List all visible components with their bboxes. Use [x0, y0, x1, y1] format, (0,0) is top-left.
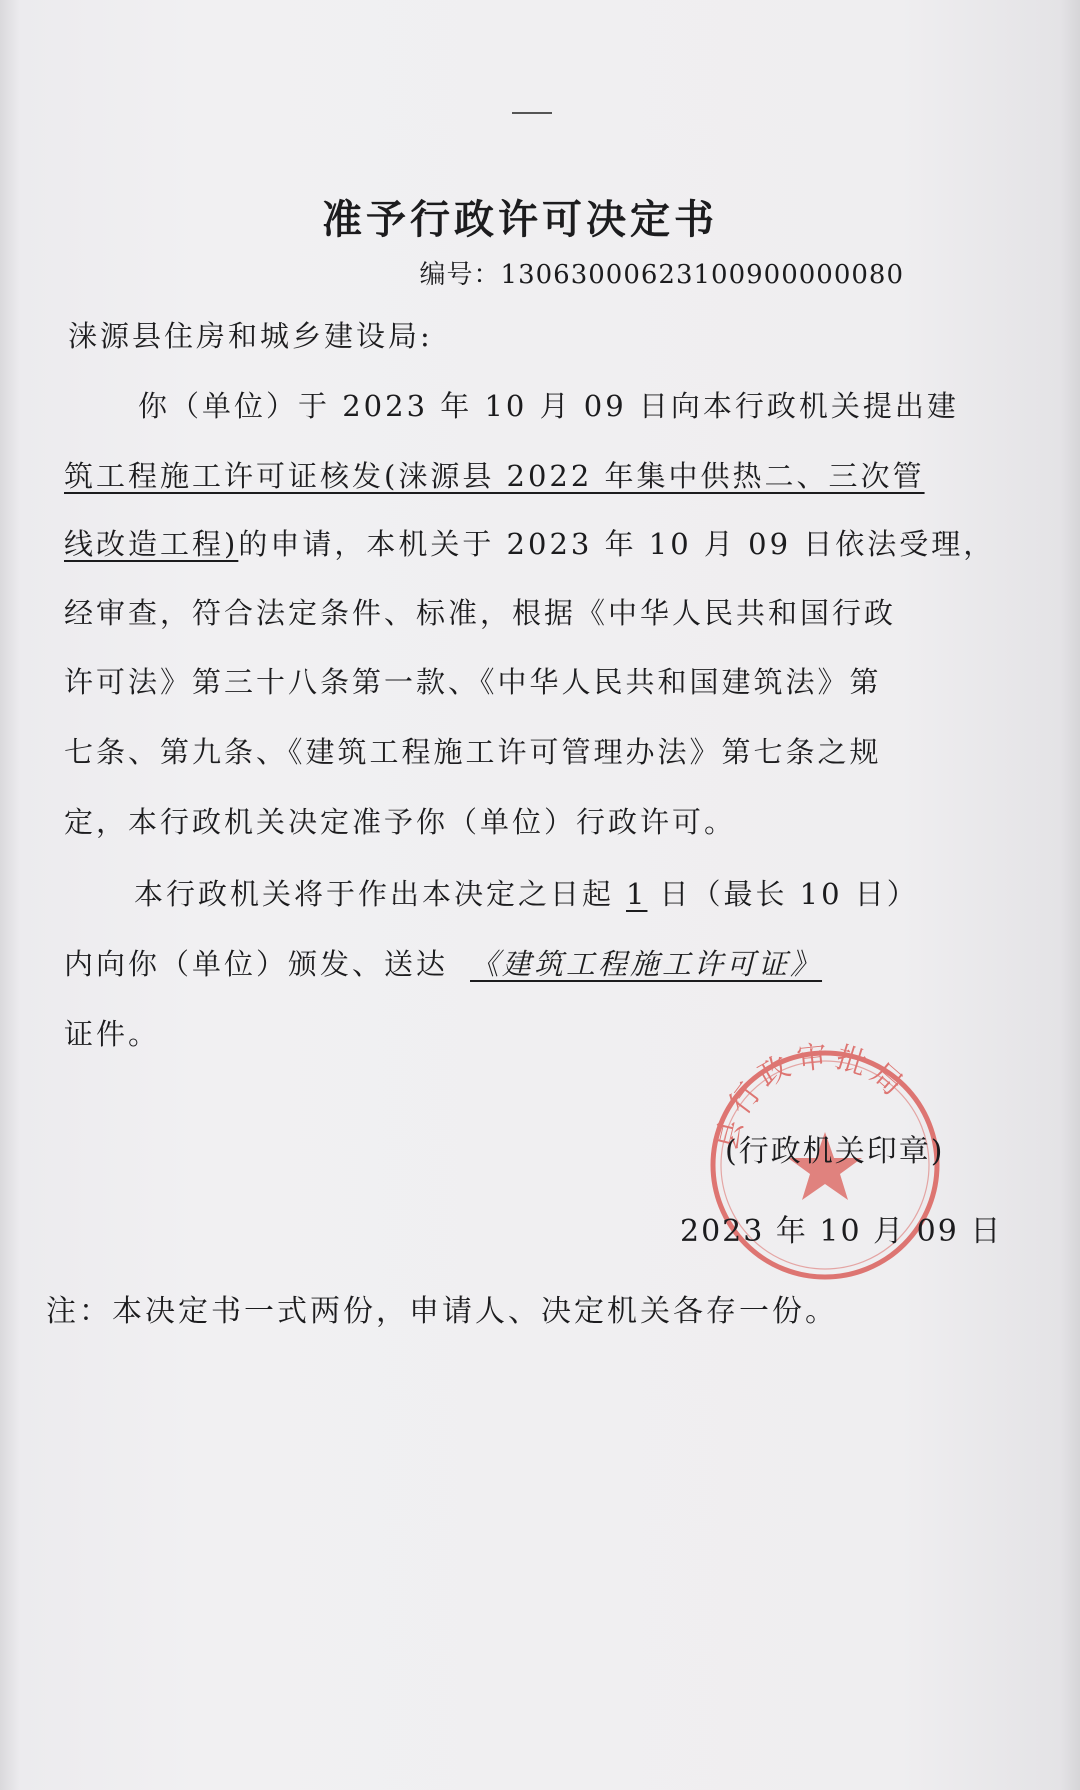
body-line: 你（单位）于 2023 年 10 月 09 日向本行政机关提出建 [138, 389, 959, 423]
signature-date: 2023 年 10 月 09 日 [680, 1214, 1003, 1249]
body-line: 七条、第九条、《建筑工程施工许可管理办法》第七条之规 [64, 735, 882, 769]
issue-days: 1 [626, 877, 648, 911]
document-number: 编号：13063000623100900000080 [419, 260, 904, 290]
footnote: 注：本决定书一式两份，申请人、决定机关各存一份。 [46, 1294, 838, 1329]
project-name-cont: 线改造工程) [64, 527, 239, 561]
body-line: 经审查，符合法定条件、标准，根据《中华人民共和国行政 [64, 596, 897, 630]
body-line: 线改造工程)的申请，本机关于 2023 年 10 月 09 日依法受理， [64, 527, 996, 561]
seal-text: 县行政审批局 [708, 1040, 914, 1155]
document-title: 准予行政许可决定书 [322, 196, 718, 243]
seal-caption: (行政机关印章) [725, 1134, 945, 1169]
issue-line-2: 内向你（单位）颁发、送达 《建筑工程施工许可证》 [64, 942, 848, 983]
body-line [64, 454, 925, 495]
certificate-name: 《建筑工程施工许可证》 [470, 947, 823, 981]
body-line: 定，本行政机关决定准予你（单位）行政许可。 [64, 805, 737, 839]
issue-line-3: 证件。 [64, 1017, 161, 1051]
header-dash [512, 112, 552, 114]
body-line: 许可法》第三十八条第一款、《中华人民共和国建筑法》第 [64, 665, 882, 699]
issue-line-1: 本行政机关将于作出本决定之日起 1 日（最长 10 日） [134, 877, 919, 911]
addressee: 涞源县住房和城乡建设局: [68, 319, 433, 353]
project-name: 筑工程施工许可证核发(涞源县 2022 年集中供热二、三次管 [64, 459, 925, 493]
